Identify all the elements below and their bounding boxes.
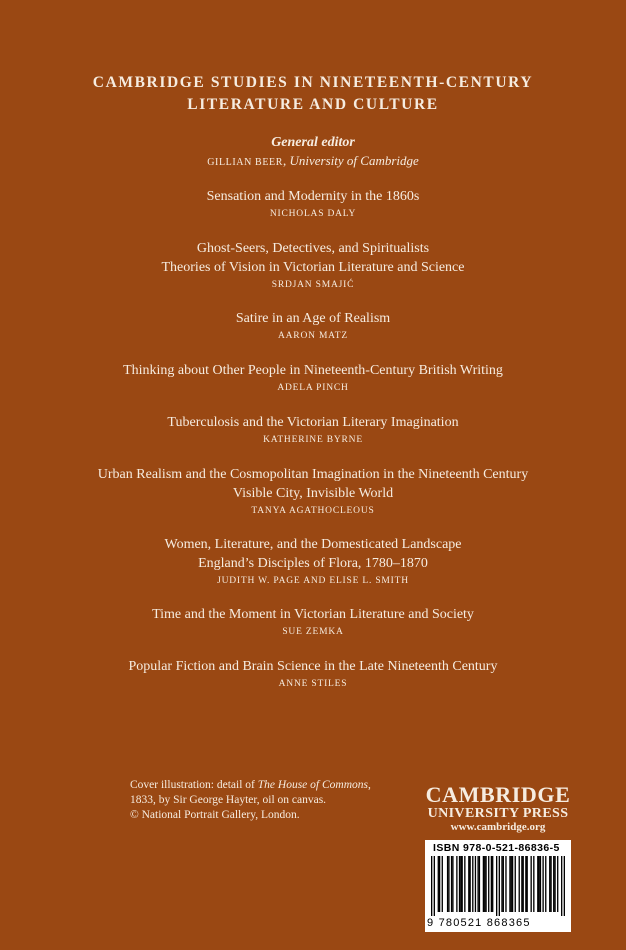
publisher-url: www.cambridge.org (450, 821, 546, 833)
book-entry (0, 535, 626, 589)
editor-credit: GILLIAN BEER, University of Cambridge (207, 153, 419, 168)
barcode-icon (431, 856, 565, 916)
editor-name: GILLIAN BEER (207, 157, 284, 168)
book-subtitle: Visible City, Invisible World (232, 486, 394, 501)
book-title: Thinking about Other People in Nineteenth-Century British Writing (123, 363, 503, 378)
editor-heading: General editor (271, 135, 355, 150)
cover-credit-work: The House of Commons (257, 779, 368, 791)
isbn-text: ISBN 978-0-521-86836-5 (433, 842, 560, 854)
book-entry (0, 605, 626, 640)
book-entry (0, 465, 626, 519)
book-author: ANNE STILES (278, 679, 348, 689)
editor-institution: University of Cambridge (289, 153, 419, 168)
book-title: Tuberculosis and the Victorian Literary Imagination (167, 415, 459, 430)
book-author: SRDJAN SMAJIĆ (271, 280, 355, 290)
book-subtitle: England’s Disciples of Flora, 1780–1870 (198, 556, 428, 571)
book-author: NICHOLAS DALY (269, 209, 357, 219)
book-author: SUE ZEMKA (282, 627, 344, 637)
book-title: Time and the Moment in Victorian Literature and Society (152, 607, 474, 622)
cover-credit-line-2: 1833, by Sir George Hayter, oil on canvas. (130, 794, 327, 806)
book-author: JUDITH W. PAGE AND ELISE L. SMITH (217, 576, 409, 586)
book-author: AARON MATZ (277, 331, 348, 341)
book-title: Women, Literature, and the Domesticated Landscape (164, 537, 462, 552)
book-author: KATHERINE BYRNE (263, 435, 363, 445)
book-title: Ghost-Seers, Detectives, and Spiritualists (196, 241, 430, 256)
cover-credit-prefix: Cover illustration: detail of (130, 779, 258, 791)
publisher-logo (418, 784, 578, 834)
cover-credit (130, 778, 380, 823)
book-author: TANYA AGATHOCLEOUS (251, 506, 375, 516)
series-title-line-2: LITERATURE AND CULTURE (187, 96, 439, 113)
book-author: ADELA PINCH (277, 383, 349, 393)
book-entry (0, 361, 626, 396)
isbn-barcode (425, 840, 571, 932)
book-entry (0, 239, 626, 293)
cover-credit-line-3: © National Portrait Gallery, London. (130, 809, 300, 821)
book-title: Satire in an Age of Realism (235, 311, 391, 326)
series-title-line-1: CAMBRIDGE STUDIES IN NINETEENTH-CENTURY (92, 74, 534, 91)
cover-credit-line-1: Cover illustration: detail of The House of Commons, (130, 779, 371, 791)
series-title (0, 72, 626, 116)
book-entry (0, 187, 626, 222)
publisher-press: UNIVERSITY PRESS (427, 806, 569, 821)
book-entry (0, 309, 626, 344)
book-title: Sensation and Modernity in the 1860s (206, 189, 420, 204)
publisher-name: CAMBRIDGE (425, 782, 571, 807)
book-title: Popular Fiction and Brain Science in the Late Nineteenth Century (128, 659, 498, 674)
book-title: Urban Realism and the Cosmopolitan Imagination in the Nineteenth Century (97, 467, 529, 482)
book-entry (0, 657, 626, 692)
book-subtitle: Theories of Vision in Victorian Literature and Science (161, 260, 465, 275)
book-entry (0, 413, 626, 448)
general-editor (0, 134, 626, 172)
barcode-digits: 9 780521 868365 (427, 917, 531, 929)
